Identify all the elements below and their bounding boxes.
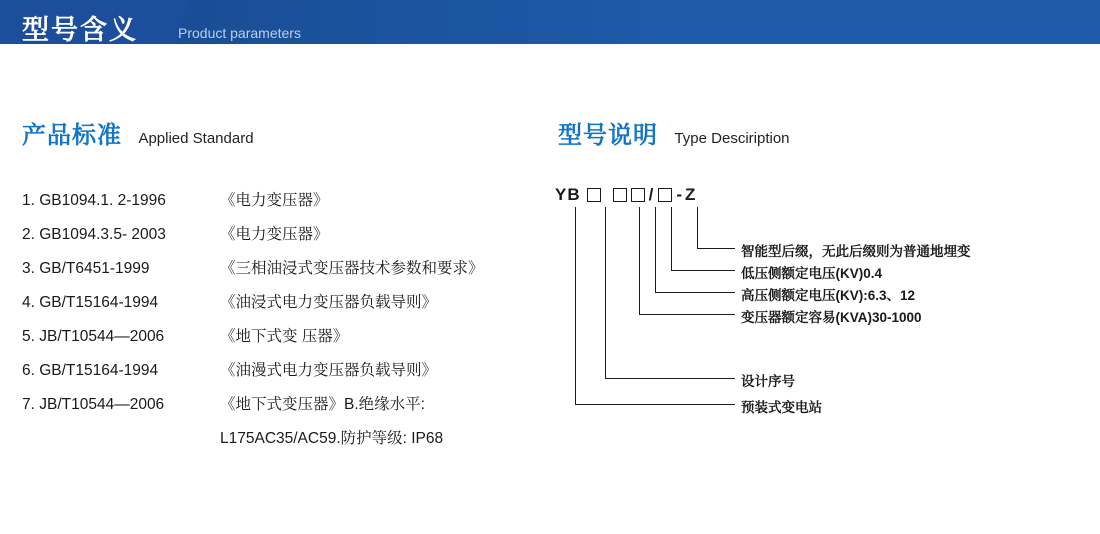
leader-vline-smart-suffix: [697, 207, 698, 249]
page-header: [0, 0, 1100, 52]
code-box-hv-voltage: [631, 188, 645, 202]
leader-hline-design-serial: [605, 378, 735, 379]
leader-vline-substation: [575, 207, 576, 405]
type-section-title: [558, 115, 790, 150]
leader-hline-lv-voltage: [671, 270, 735, 271]
list-item: [22, 188, 542, 210]
standards-section-title: [22, 115, 254, 150]
standard-name: 《油浸式电力变压器负载导则》: [220, 294, 438, 311]
standards-title-cn: 产品标准: [22, 122, 122, 149]
callout-label-capacity: 变压器额定容易(KVA)30-1000: [741, 310, 922, 325]
header-bar-gap: [0, 44, 1100, 52]
standard-code: 7. JB/T10544—2006: [22, 396, 165, 413]
standards-title-en: Applied Standard: [138, 130, 254, 147]
list-item: [22, 290, 542, 312]
standard-code: 5. JB/T10544—2006: [22, 328, 165, 345]
list-item: [22, 256, 542, 278]
code-box-capacity: [613, 188, 627, 202]
list-item: [22, 324, 542, 346]
standard-continuation: L175AC35/AC59.防护等级: IP68: [220, 430, 444, 447]
code-box-design-serial: [587, 188, 601, 202]
callout-label-hv-voltage: 高压侧额定电压(KV):6.3、12: [741, 288, 916, 303]
standard-name: 《油漫式电力变压器负载导则》: [220, 362, 438, 379]
type-code-diagram: [545, 185, 1085, 445]
callout-label-substation: 预装式变电站: [741, 400, 822, 415]
list-item: [22, 392, 542, 414]
leader-hline-capacity: [639, 314, 735, 315]
leader-vline-hv-voltage: [655, 207, 656, 293]
standard-name: 《地下式变 压器》: [220, 328, 349, 345]
standard-name: 《三相油浸式变压器技术参数和要求》: [220, 260, 484, 277]
leader-vline-design-serial: [605, 207, 606, 379]
callout-label-smart-suffix: 智能型后缀，无此后缀则为普通地埋变: [741, 244, 971, 259]
model-code-prefix: YB: [555, 185, 581, 204]
type-title-cn: 型号说明: [558, 122, 658, 149]
standard-name: 《地下式变压器》B.绝缘水平:: [220, 396, 425, 413]
standards-list: [22, 188, 542, 448]
header-title-cn: 型号含义: [22, 15, 138, 45]
leader-hline-substation: [575, 404, 735, 405]
model-code-suffix: Z: [685, 185, 697, 204]
leader-vline-lv-voltage: [671, 207, 672, 271]
model-code-dash: -: [676, 185, 684, 204]
standard-code: 3. GB/T6451-1999: [22, 260, 150, 277]
leader-hline-hv-voltage: [655, 292, 735, 293]
code-box-lv-voltage: [658, 188, 672, 202]
header-title-en: Product parameters: [178, 25, 301, 41]
model-code: [555, 185, 696, 205]
leader-vline-capacity: [639, 207, 640, 315]
standard-name: 《电力变压器》: [220, 226, 329, 243]
standard-name: 《电力变压器》: [220, 192, 329, 209]
leader-hline-smart-suffix: [697, 248, 735, 249]
callout-label-lv-voltage: 低压侧额定电压(KV)0.4: [741, 266, 883, 281]
standard-code: 1. GB1094.1. 2-1996: [22, 192, 166, 209]
model-code-slash: /: [648, 185, 655, 204]
standard-code: 4. GB/T15164-1994: [22, 294, 159, 311]
list-item: [22, 222, 542, 244]
callout-label-design-serial: 设计序号: [741, 374, 795, 389]
standard-code: 2. GB1094.3.5- 2003: [22, 226, 166, 243]
list-item: [22, 358, 542, 380]
type-title-en: Type Desciription: [674, 130, 790, 147]
standard-code: 6. GB/T15164-1994: [22, 362, 159, 379]
